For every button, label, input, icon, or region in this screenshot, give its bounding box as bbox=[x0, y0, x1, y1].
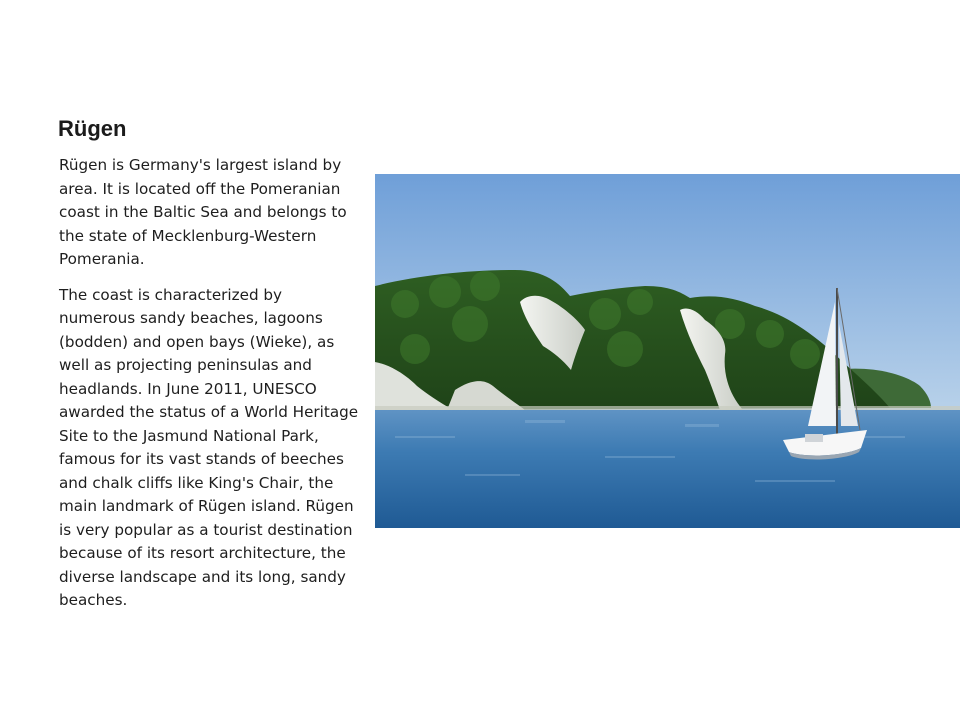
coast-photo bbox=[375, 174, 960, 528]
slide-body bbox=[59, 154, 359, 625]
sea bbox=[375, 410, 960, 528]
slide-title: Rügen bbox=[58, 116, 127, 141]
paragraph-intro: Rügen is Germany's largest island by area. It is located off the Pomeranian coast in the Baltic Sea and belongs to the state of Mecklenburg-Western Pomerania. bbox=[59, 156, 347, 268]
paragraph-coast: The coast is characterized by numerous sandy beaches, lagoons (bodden) and open bays (Wieke), as well as projecting peninsulas and headlands. In June 2011, UNESCO awarded the status of a World Heritage Site to the Jasmund National Park, famous for its vast stands of beeches and chalk cliffs like King's Chair, the main landmark of Rügen island. Rügen is very popular as a tourist destination because of its resort architecture, the diverse landscape and its long, sandy beaches. bbox=[59, 285, 359, 609]
